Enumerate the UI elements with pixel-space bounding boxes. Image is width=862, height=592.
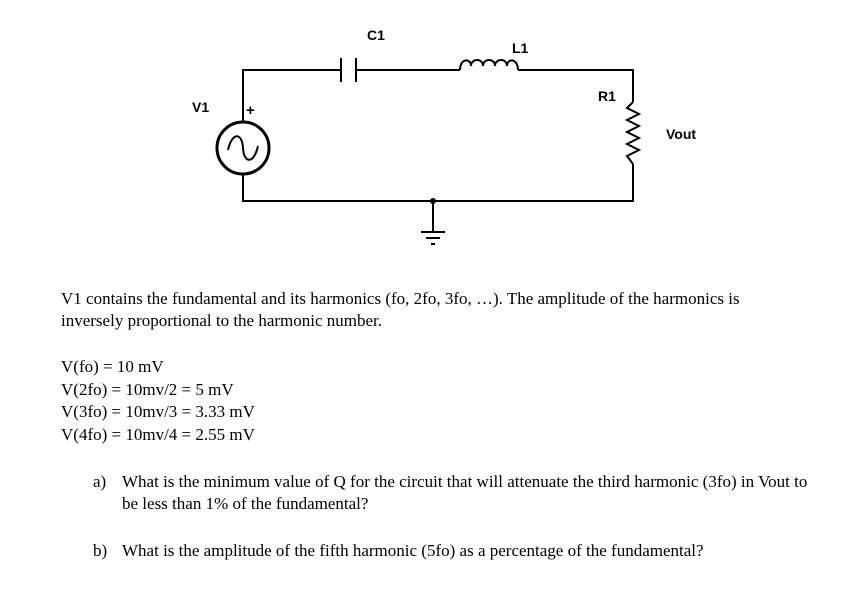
voltage-source-v1-symbol (217, 122, 269, 174)
question-a (93, 471, 813, 515)
harmonic-voltage-list (61, 356, 255, 446)
wire-left-top (243, 70, 341, 121)
question-b-label: b) (93, 541, 108, 560)
label-r1: R1 (598, 88, 616, 104)
circuit-wires (243, 70, 633, 232)
voltage-line-3fo: V(3fo) = 10mv/3 = 3.33 mV (61, 402, 255, 421)
question-b (93, 540, 813, 562)
label-c1: C1 (367, 27, 385, 43)
intro-paragraph: V1 contains the fundamental and its harmonics (fo, 2fo, 3fo, …). The amplitude of the harmonics is inversely proportional to the harmonic number. (61, 289, 740, 330)
resistor-r1-symbol (627, 102, 639, 164)
voltage-line-fo: V(fo) = 10 mV (61, 357, 164, 376)
ground-symbol (421, 232, 445, 244)
label-v1-polarity: + (246, 102, 255, 119)
inductor-l1-symbol (460, 60, 518, 70)
question-a-label: a) (93, 472, 107, 491)
question-b-text: What is the amplitude of the fifth harmonic (5fo) as a percentage of the fundamental? (122, 541, 704, 560)
label-l1: L1 (512, 40, 529, 56)
ground-junction-dot (430, 198, 436, 204)
label-v1: V1 (192, 99, 210, 115)
question-a-text: What is the minimum value of Q for the circuit that will attenuate the third harmonic (3fo) in Vout to be less than 1% of the fundamental? (122, 472, 808, 513)
label-vout: Vout (666, 126, 697, 142)
voltage-line-2fo: V(2fo) = 10mv/2 = 5 mV (61, 379, 234, 399)
wire-bottom (243, 164, 633, 201)
capacitor-c1-symbol (341, 58, 356, 82)
voltage-line-4fo: V(4fo) = 10mv/4 = 2.55 mV (61, 424, 255, 444)
